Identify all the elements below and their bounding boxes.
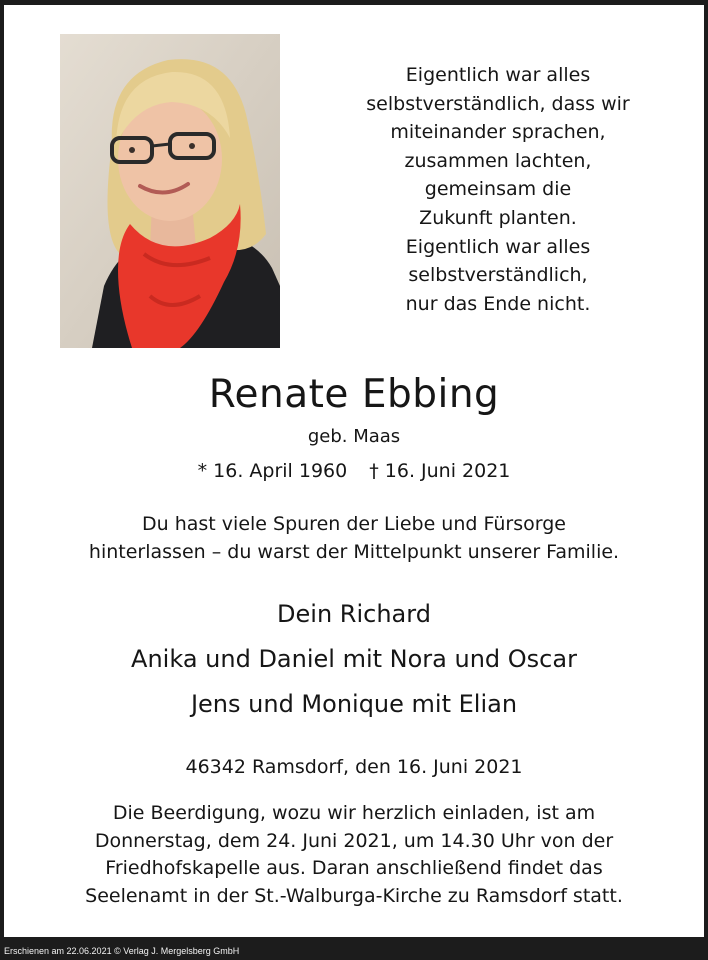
deceased-name: Renate Ebbing (208, 372, 500, 417)
poem-line: Zukunft planten. (419, 206, 577, 229)
family-member: Dein Richard (277, 600, 431, 628)
poem-line: zusammen lachten, (404, 149, 592, 172)
place-date: 46342 Ramsdorf, den 16. Juni 2021 (185, 756, 523, 778)
poem-line: selbstverständlich, (408, 264, 588, 287)
tribute-line: Du hast viele Spuren der Liebe und Fürsorge (142, 513, 566, 535)
funeral-line: Donnerstag, dem 24. Juni 2021, um 14.30 Uhr von der (94, 829, 614, 852)
obituary-card (4, 5, 704, 937)
family-list (4, 592, 704, 727)
portrait-photo (60, 34, 280, 348)
poem-line: gemeinsam die (424, 178, 572, 201)
family-member: Anika und Daniel mit Nora und Oscar (131, 645, 577, 673)
death-date: † 16. Juni 2021 (369, 460, 511, 482)
publication-footer: Erschienen am 22.06.2021 © Verlag J. Mergelsberg GmbH (4, 946, 240, 956)
tribute-text (24, 510, 684, 566)
life-dates (4, 458, 704, 484)
funeral-notice (14, 800, 694, 910)
funeral-line: Die Beerdigung, wozu wir herzlich einladen, ist am (112, 802, 596, 824)
maiden-name: geb. Maas (307, 426, 401, 447)
poem-line: selbstverständlich, dass wir (366, 92, 630, 115)
poem-line: nur das Ende nicht. (405, 292, 591, 315)
poem-line: miteinander sprachen, (390, 121, 606, 144)
funeral-line: Seelenamt in der St.-Walburga-Kirche zu Ramsdorf statt. (85, 884, 623, 907)
funeral-line: Friedhofskapelle aus. Daran anschließend findet das (105, 857, 603, 879)
poem-line: Eigentlich war alles (405, 64, 591, 86)
birth-date: * 16. April 1960 (197, 460, 348, 482)
tribute-line: hinterlassen – du warst der Mittelpunkt unserer Familie. (88, 541, 620, 563)
family-member: Jens und Monique mit Elian (190, 690, 518, 718)
poem (322, 61, 674, 318)
poem-line: Eigentlich war alles (405, 235, 591, 258)
